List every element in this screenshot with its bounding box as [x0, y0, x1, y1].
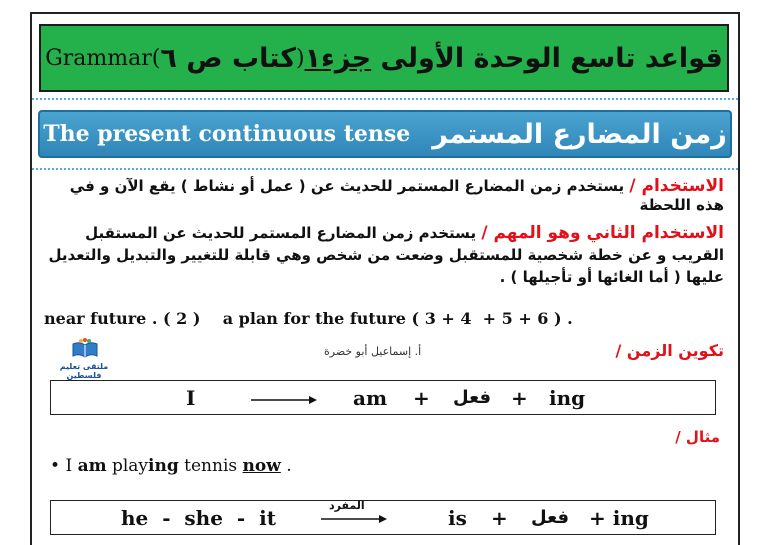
example-word-play: play [106, 456, 149, 476]
usage-1 [44, 176, 724, 214]
example-label [675, 428, 720, 446]
topic-arabic: زمن المضارع المستمر [432, 118, 727, 150]
title-english: Grammar [45, 45, 152, 71]
formula-1-plus-1: + [413, 385, 430, 410]
topic-banner-bar [38, 110, 732, 158]
formula-2-verb: فعل [531, 507, 570, 528]
formula-1-subject: I [186, 385, 196, 410]
near-future-line: near future . ( 2 ) a plan for the future ( 3 + 4 + 5 + 6 ) . [44, 309, 573, 328]
example-word-tennis: tennis [178, 456, 243, 476]
formula-1-plus-2: + [511, 385, 528, 410]
author-name: أ. إسماعيل أبو خضرة [324, 345, 422, 358]
formula-2-suffix: + ing [589, 505, 649, 530]
formula-2-plus-1: + [491, 505, 508, 530]
example-label-text: مثال / [675, 428, 720, 446]
book-icon [72, 338, 98, 358]
formula-1-suffix: ing [549, 385, 586, 410]
formula-1-verb: فعل [453, 387, 492, 408]
title-paren-open: ( [151, 45, 161, 71]
title-banner [39, 24, 729, 92]
formula-box-1 [50, 380, 716, 415]
formation-label [616, 341, 724, 360]
usage-2-label: الاستخدام الثاني وهو المهم / [481, 223, 724, 243]
formula-2-aux: is [448, 505, 467, 530]
example-word-now: now [242, 456, 281, 476]
example-bullet: • [50, 456, 61, 476]
usage-2 [44, 222, 724, 288]
formula-2-arrow-label: المفرد [329, 499, 365, 512]
title-arabic-part: جزء١ [304, 42, 372, 74]
arrow-right-icon [251, 396, 317, 404]
title-arabic [305, 43, 723, 74]
arrow-right-icon [321, 515, 387, 523]
topic-english: The present continuous tense [43, 121, 411, 147]
title-page-ref: كتاب ص ٦ [160, 42, 296, 74]
example-word-am: am [77, 456, 107, 476]
usage-1-text: يستخدم زمن المضارع المستمر للحديث عن ( عمل أو نشاط ) يقع الآن و في هذه اللحظة [69, 177, 724, 214]
formula-1-aux: am [353, 385, 388, 410]
site-logo [48, 336, 120, 380]
example-word-ing: ing [148, 456, 179, 476]
title-arabic-main: قواعد تاسع الوحدة الأولى [371, 42, 723, 74]
formula-box-2 [50, 500, 716, 535]
example-sentence [50, 456, 292, 476]
formation-label-text: تكوين الزمن / [615, 341, 724, 360]
example-period: . [280, 456, 292, 476]
example-word-1: I [65, 456, 78, 476]
title-paren-close: ) [295, 45, 305, 71]
usage-1-label: الاستخدام / [629, 176, 724, 196]
topic-banner [32, 98, 738, 170]
formula-2-subject: he - she - it [121, 505, 276, 530]
logo-caption: ملتقى تعليم فلسطين [59, 362, 109, 380]
usage-2-text: يستخدم زمن المضارع المستمر للحديث عن المستقبل القريب و عن خطة شخصية للمستقبل وضعت من شخص وهي قابلة للتغيير والتبديل والتعديل عليها ( أما الغائها أو تأجيلها ) . [48, 224, 724, 286]
